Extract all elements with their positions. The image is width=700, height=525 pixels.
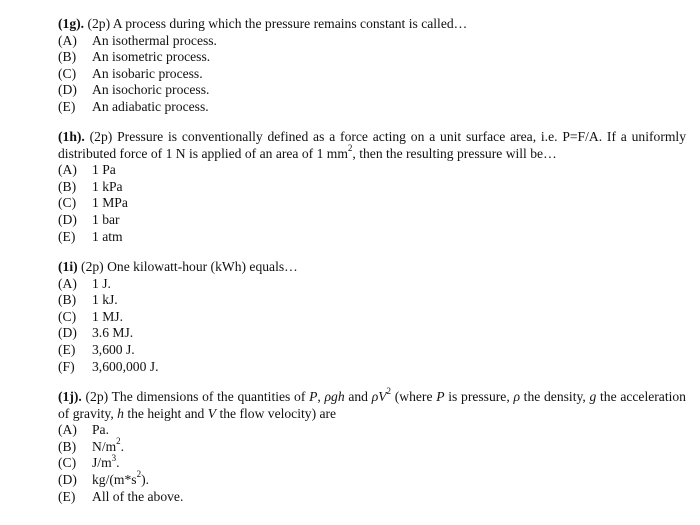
option-letter: (E) [58, 488, 76, 504]
question-number: (1j). [58, 389, 82, 404]
option-letter: (B) [58, 178, 77, 194]
option-a [58, 276, 686, 293]
option-text: An isobaric process. [92, 65, 203, 81]
option-text [92, 452, 120, 471]
option-text [92, 469, 149, 487]
question-text: (where [391, 389, 437, 404]
question-stem [58, 16, 686, 33]
option-c [58, 195, 686, 212]
option-text: All of the above. [92, 488, 184, 504]
option-text: An isothermal process. [92, 32, 217, 48]
option-d [58, 212, 686, 229]
question-1h [58, 129, 686, 245]
option-a [58, 422, 686, 439]
variable-g: g [589, 389, 597, 404]
superscript: 2 [136, 469, 142, 480]
option-f [58, 359, 686, 376]
option-c [58, 309, 686, 326]
option-text: 3,600,000 J. [92, 358, 159, 374]
option-c [58, 66, 686, 83]
option-e [58, 229, 686, 246]
option-letter: (C) [58, 308, 77, 324]
question-number: (1g). [58, 16, 85, 31]
question-text: The dimensions of the quantities of [111, 389, 310, 404]
option-text: An isometric process. [92, 49, 211, 65]
option-letter: (F) [58, 358, 75, 374]
option-text: 3,600 J. [92, 341, 135, 357]
question-stem [58, 129, 686, 162]
option-b [58, 179, 686, 196]
superscript: 2 [347, 143, 353, 154]
question-text: Pressure is conventionally defined as a force acting on a unit surface area, i.e. P=F/A. If a uniformly distributed force of 1 N is applied of an area of 1 mm [58, 129, 687, 161]
option-letter: (C) [58, 65, 77, 81]
option-text: 1 J. [92, 275, 111, 291]
question-text-end: , then the resulting pressure will be… [352, 145, 557, 161]
option-text: An isochoric process. [92, 82, 210, 98]
option-e [58, 489, 686, 506]
question-text: the acceleration of gravity, [58, 389, 686, 421]
option-text [92, 436, 125, 454]
option-text: Pa. [92, 422, 109, 438]
option-letter: (E) [58, 341, 76, 357]
option-text: 1 MPa [92, 195, 128, 211]
variable-p: P [436, 389, 445, 404]
option-letter: (B) [58, 438, 77, 454]
question-text: the height and [123, 405, 208, 421]
question-text: is pressure, [444, 389, 514, 404]
variable-p: P [309, 389, 318, 404]
variable-rho: ρ [513, 389, 520, 404]
option-d [58, 469, 686, 489]
option-letter: (E) [58, 98, 76, 114]
option-b [58, 49, 686, 66]
option-e [58, 342, 686, 359]
variable-h: h [117, 405, 124, 421]
option-b [58, 292, 686, 309]
question-points: (2p) [81, 259, 104, 274]
option-d [58, 82, 686, 99]
question-1j [58, 386, 686, 505]
option-text-part: . [116, 455, 120, 471]
option-text: 1 kPa [92, 178, 123, 194]
option-text: 3.6 MJ. [92, 325, 134, 341]
question-stem [58, 386, 686, 422]
question-text: One kilowatt-hour (kWh) equals… [107, 259, 298, 274]
question-1g [58, 16, 686, 116]
question-1i [58, 259, 686, 375]
option-e [58, 99, 686, 116]
question-number: (1i) [58, 259, 78, 274]
option-letter: (D) [58, 211, 77, 227]
variable-rho-g-h: ρgh [324, 389, 345, 404]
question-points: (2p) [87, 16, 111, 31]
option-text: An adiabatic process. [92, 98, 209, 114]
option-c [58, 452, 686, 472]
option-text: 1 kJ. [92, 292, 118, 308]
option-text-part: N/m [92, 438, 117, 454]
question-points: (2p) [85, 389, 109, 404]
option-letter: (C) [58, 195, 77, 211]
superscript: 2 [386, 386, 392, 397]
superscript: 3 [111, 452, 117, 463]
option-letter: (E) [58, 228, 76, 244]
option-text: 1 bar [92, 211, 120, 227]
option-b [58, 436, 686, 456]
option-letter: (D) [58, 471, 77, 487]
question-text: , [317, 389, 325, 404]
option-a [58, 33, 686, 50]
option-letter: (B) [58, 49, 77, 65]
option-text-part: J/m [92, 455, 112, 471]
question-number: (1h). [58, 129, 85, 144]
question-points: (2p) [89, 129, 113, 144]
option-letter: (C) [58, 455, 77, 471]
option-letter: (B) [58, 292, 77, 308]
option-d [58, 325, 686, 342]
question-text: the density, [519, 389, 590, 404]
option-letter: (A) [58, 32, 77, 48]
option-text-part: kg/(m*s [92, 471, 137, 487]
question-text: A process during which the pressure remains constant is called… [112, 16, 468, 31]
superscript: 2 [116, 436, 121, 447]
question-stem [58, 259, 686, 276]
variable-rho-v: ρV [371, 389, 387, 404]
option-text: 1 Pa [92, 162, 116, 178]
question-text: the flow velocity) are [216, 405, 337, 421]
option-letter: (D) [58, 325, 77, 341]
option-letter: (D) [58, 82, 77, 98]
question-text: and [344, 389, 372, 404]
option-a [58, 162, 686, 179]
option-letter: (A) [58, 162, 77, 178]
option-letter: (A) [58, 275, 77, 291]
variable-v: V [207, 405, 217, 421]
option-text: 1 atm [92, 228, 123, 244]
option-text: 1 MJ. [92, 308, 123, 324]
option-letter: (A) [58, 422, 77, 438]
option-text-part: . [120, 438, 125, 454]
option-text-part: ). [141, 471, 149, 487]
